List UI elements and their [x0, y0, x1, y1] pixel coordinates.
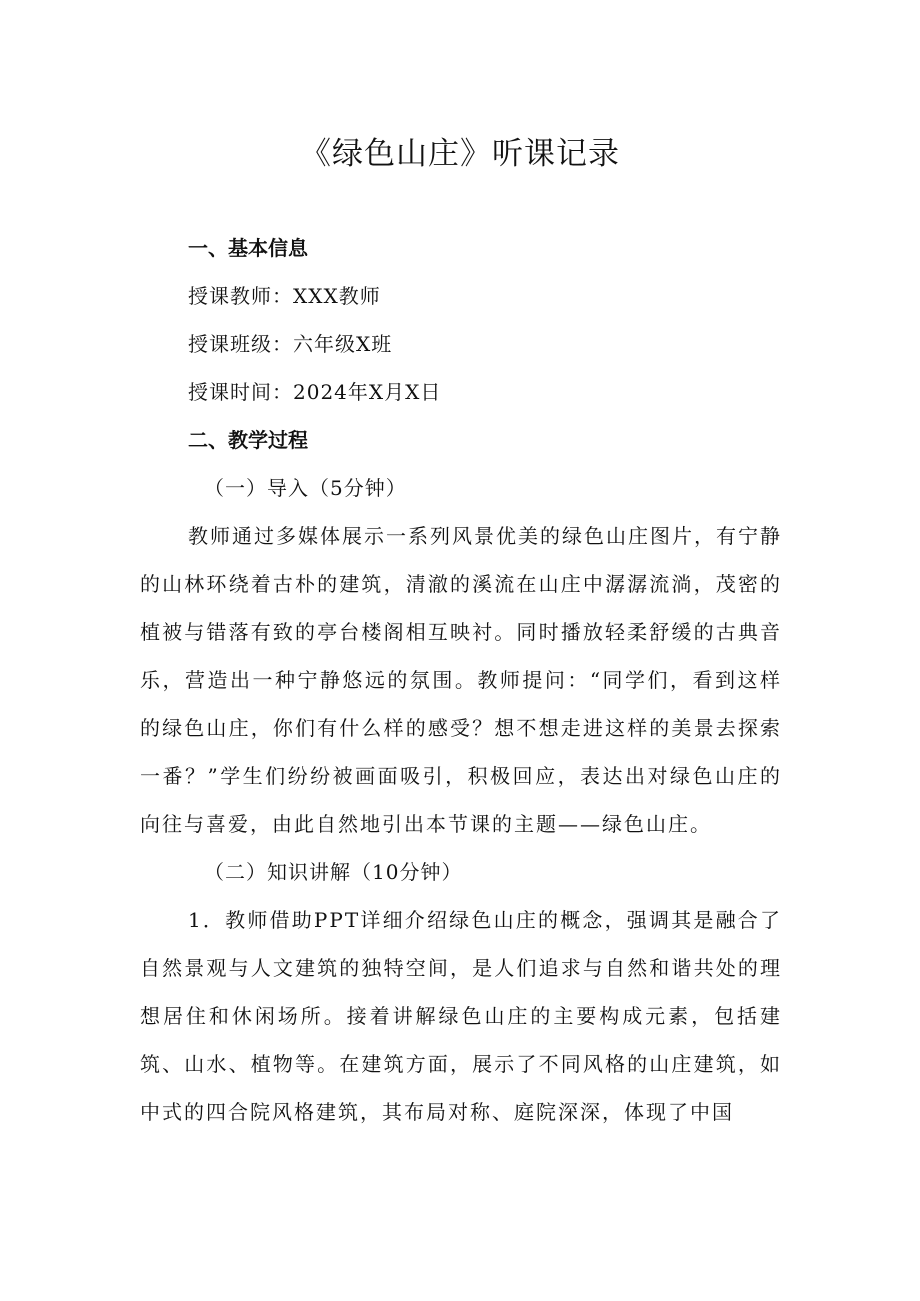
- subsection-heading-knowledge: （二）知识讲解（10分钟）: [204, 860, 463, 884]
- section-heading-basic-info: 一、基本信息: [188, 236, 308, 260]
- section-heading-teaching-process: 二、教学过程: [188, 428, 308, 452]
- paragraph-intro: 教师通过多媒体展示一系列风景优美的绿色山庄图片，有宁静的山林环绕着古朴的建筑，清澈的溪流在山庄中潺潺流淌，茂密的植被与错落有致的亭台楼阁相互映衬。同时播放轻柔舒缓的古典音乐，营造出一种宁静悠远的氛围。教师提问：“同学们，看到这样的绿色山庄，你们有什么样的感受？想不想走进这样的美景去探索一番？”学生们纷纷被画面吸引，积极回应，表达出对绿色山庄的向往与喜爱，由此自然地引出本节课的主题——绿色山庄。: [140, 524, 782, 836]
- info-time: 授课时间：2024年X月X日: [188, 380, 442, 404]
- info-teacher: 授课教师：XXX教师: [188, 284, 381, 308]
- info-class: 授课班级：六年级X班: [188, 332, 393, 356]
- document-body: [140, 224, 782, 1136]
- subsection-heading-intro: （一）导入（5分钟）: [204, 476, 407, 500]
- page-title: 《绿色山庄》听课记录: [300, 136, 620, 172]
- paragraph-knowledge: 1．教师借助PPT详细介绍绿色山庄的概念，强调其是融合了自然景观与人文建筑的独特空间，是人们追求与自然和谐共处的理想居住和休闲场所。接着讲解绿色山庄的主要构成元素，包括建筑、山水、植物等。在建筑方面，展示了不同风格的山庄建筑，如中式的四合院风格建筑，其布局对称、庭院深深，体现了中国: [140, 908, 782, 1124]
